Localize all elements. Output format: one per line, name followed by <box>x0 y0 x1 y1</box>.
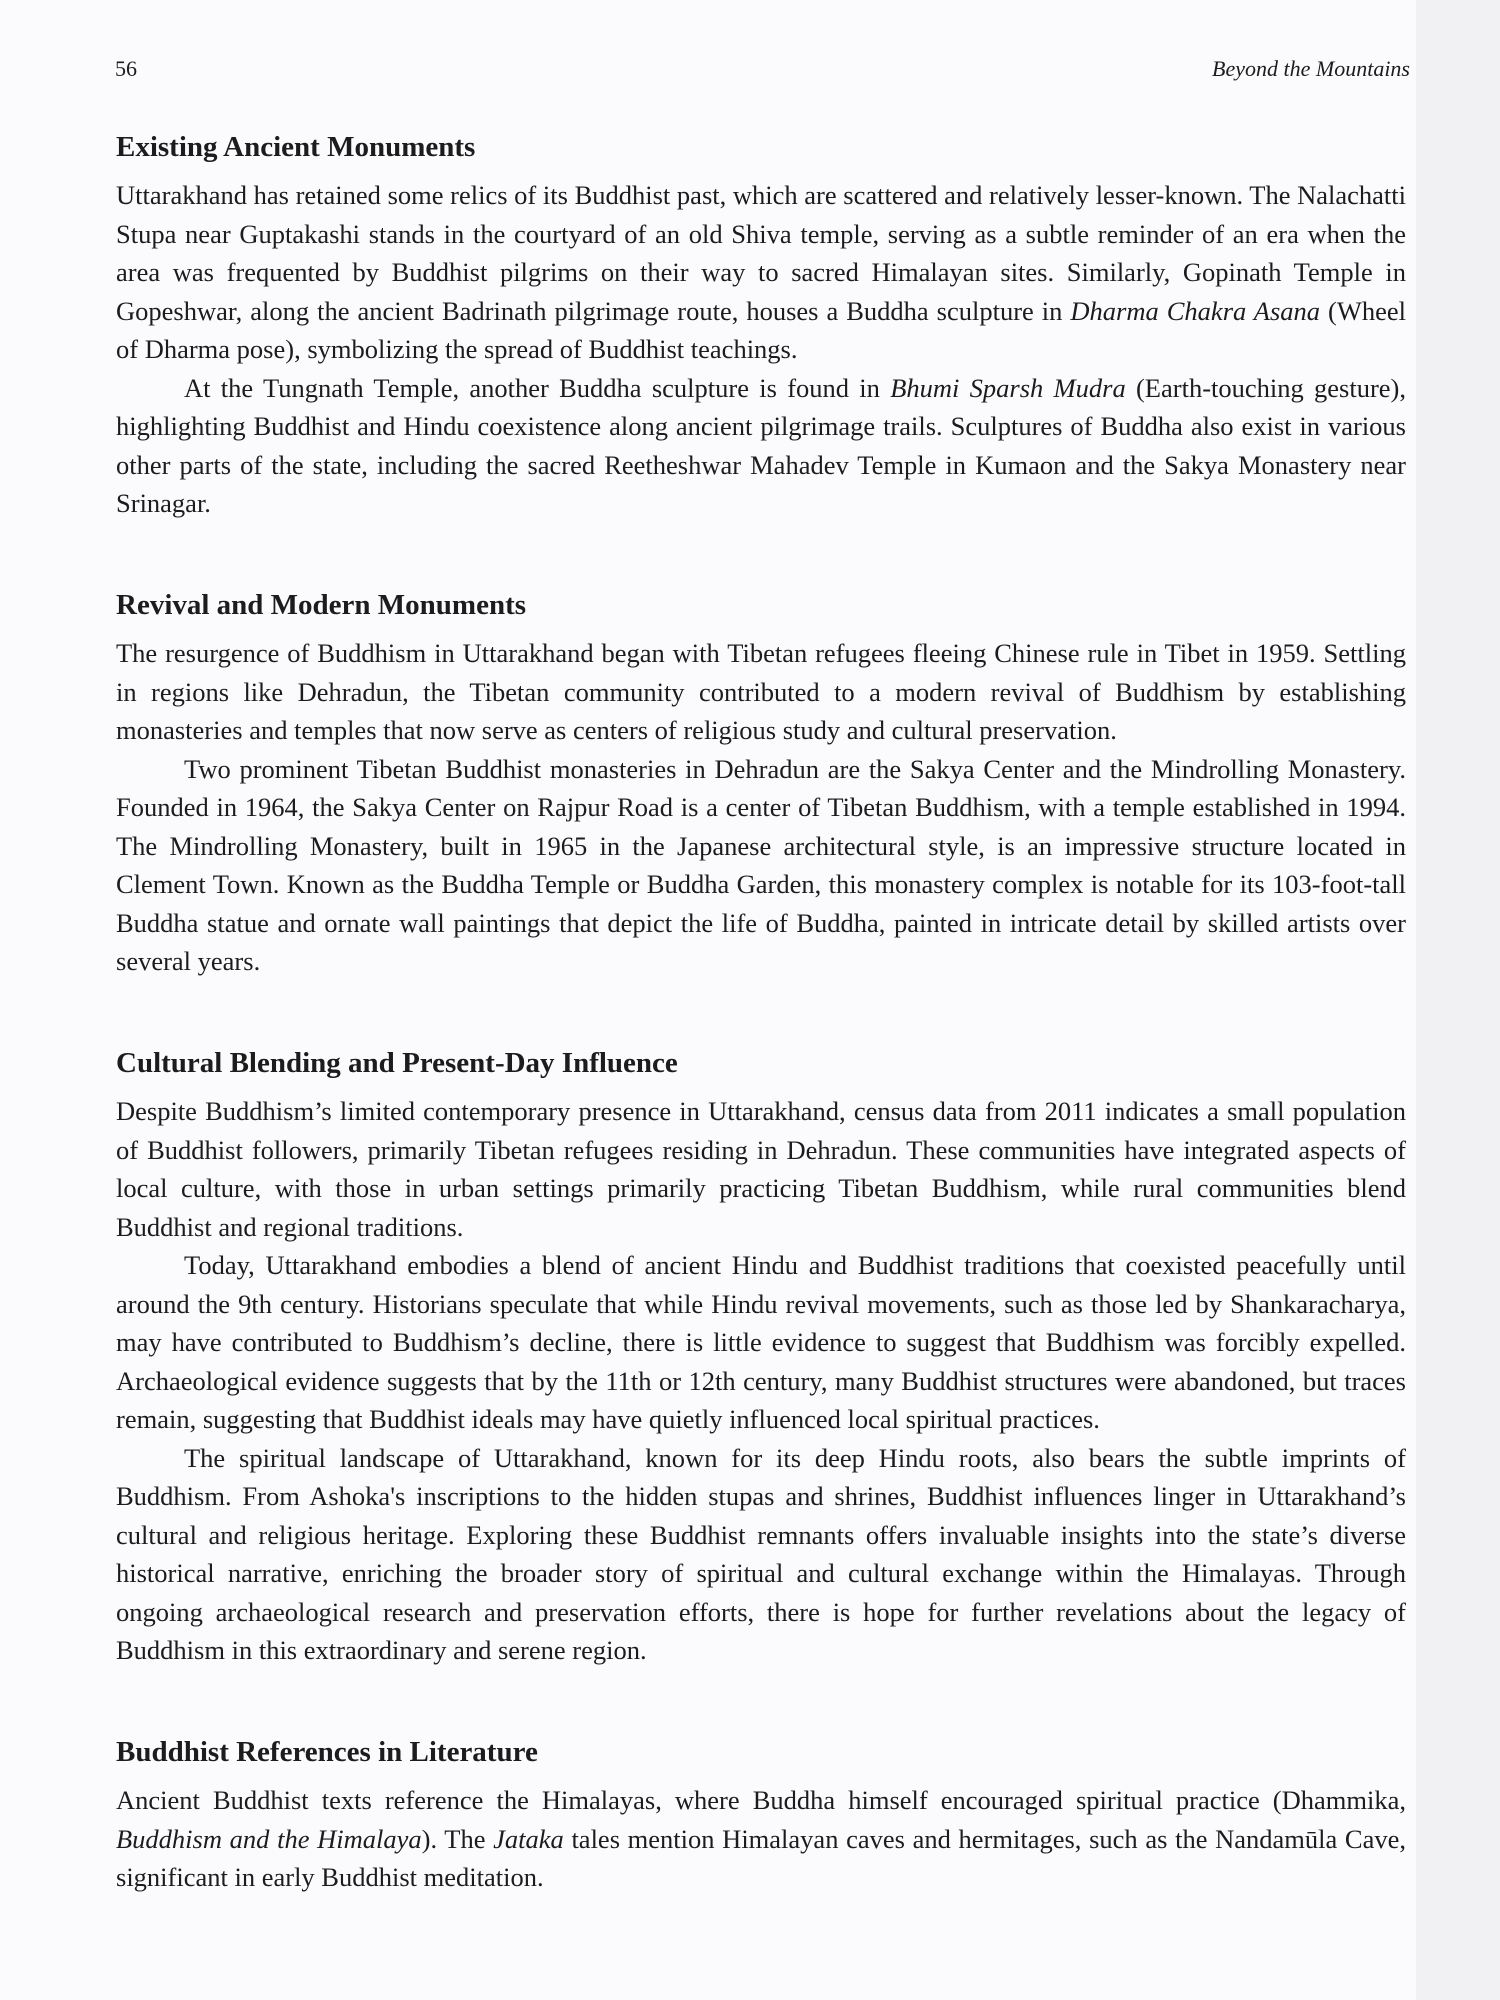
text-run: Uttarakhand has retained some relics of its Buddhist past, which are scattered and relatively lesser-known. The Nalachatti Stupa near Guptakashi stands in the courtyard of an old Shiva temple, serving as a subtle reminder of an era when the area was frequented by Buddhist pilgrims on their way to sacred Himalayan sites. Similarly, Gopinath Temple in Gopeshwar, along the ancient Badrinath pilgrimage route, houses a Buddha sculpture in <box>116 180 1406 326</box>
section-heading: Cultural Blending and Present-Day Influence <box>116 1047 678 1079</box>
text-run: At the Tungnath Temple, another Buddha sculpture is found in <box>184 372 891 403</box>
paragraph: Despite Buddhism’s limited contemporary presence in Uttarakhand, census data from 2011 indicates a small population of Buddhist followers, primarily Tibetan refugees residing in Dehradun. These communities have integrated aspects of local culture, with those in urban settings primarily practicing Tibetan Buddhism, while rural communities blend Buddhist and regional traditions. <box>116 1096 1406 1242</box>
section-buddhist-references-literature <box>116 1733 1406 1897</box>
section-heading: Existing Ancient Monuments <box>116 131 476 163</box>
text-run: tales mention Himalayan caves and hermitages, such as the Nandamūla Cave, significant in early Buddhist meditation. <box>116 1823 1407 1892</box>
section-heading: Buddhist References in Literature <box>116 1736 538 1768</box>
italic-title: Jataka <box>493 1823 564 1854</box>
text-run: (Earth-touching gesture), highlighting Buddhist and Hindu coexistence along ancient pilgrimage trails. Sculptures of Buddha also exist in various other parts of the state, including the sacred Reetheshwar Mahadev Temple in Kumaon and the Sakya Monastery near Srinagar. <box>116 372 1407 518</box>
paragraph: The spiritual landscape of Uttarakhand, known for its deep Hindu roots, also bears the subtle imprints of Buddhism. From Ashoka's inscriptions to the hidden stupas and shrines, Buddhist influences linger in Uttarakhand’s cultural and religious heritage. Exploring these Buddhist remnants offers invaluable insights into the state’s diverse historical narrative, enriching the broader story of spiritual and cultural exchange within the Himalayas. Through ongoing archaeological research and preservation efforts, there is hope for further revelations about the legacy of Buddhism in this extraordinary and serene region. <box>116 1442 1406 1665</box>
paragraph <box>116 369 1406 523</box>
paragraph: Today, Uttarakhand embodies a blend of ancient Hindu and Buddhist traditions that coexisted peacefully until around the 9th century. Historians speculate that while Hindu revival movements, such as those led by Shankaracharya, may have contributed to Buddhism’s decline, there is little evidence to suggest that Buddhism was forcibly expelled. Archaeological evidence suggests that by the 11th or 12th century, many Buddhist structures were abandoned, but traces remain, suggesting that Buddhist ideals may have quietly influenced local spiritual practices. <box>116 1250 1406 1434</box>
text-run: (Wheel of Dharma pose), symbolizing the spread of Buddhist teachings. <box>116 295 1407 364</box>
running-title: Beyond the Mountains <box>1212 56 1410 81</box>
section-cultural-blending <box>116 1044 1406 1670</box>
text-run: ). The <box>421 1823 494 1854</box>
paragraph: Two prominent Tibetan Buddhist monasteries in Dehradun are the Sakya Center and the Mindrolling Monastery. Founded in 1964, the Sakya Center on Rajpur Road is a center of Tibetan Buddhism, with a temple established in 1994. The Mindrolling Monastery, built in 1965 in the Japanese architectural style, is an impressive structure located in Clement Town. Known as the Buddha Temple or Buddha Garden, this monastery complex is notable for its 103-foot-tall Buddha statue and ornate wall paintings that depict the life of Buddha, painted in intricate detail by skilled artists over several years. <box>116 753 1406 976</box>
italic-term: Bhumi Sparsh Mudra <box>890 372 1126 403</box>
paragraph <box>116 176 1406 369</box>
section-heading: Revival and Modern Monuments <box>116 589 527 621</box>
text-run: Ancient Buddhist texts reference the Himalayas, where Buddha himself encouraged spiritual practice (Dhammika, <box>116 1785 1406 1815</box>
section-existing-ancient-monuments <box>116 128 1406 523</box>
italic-term: Dharma Chakra Asana <box>1070 295 1321 326</box>
page-number: 56 <box>115 56 137 81</box>
page-edge-shadow <box>1416 0 1500 2000</box>
paragraph: The resurgence of Buddhism in Uttarakhand began with Tibetan refugees fleeing Chinese rule in Tibet in 1959. Settling in regions like Dehradun, the Tibetan community contributed to a modern revival of Buddhism by establishing monasteries and temples that now serve as centers of religious study and cultural preservation. <box>116 638 1406 745</box>
paragraph <box>116 1781 1406 1897</box>
italic-title: Buddhism and the Himalaya <box>116 1823 422 1854</box>
section-revival-modern-monuments <box>116 586 1406 981</box>
